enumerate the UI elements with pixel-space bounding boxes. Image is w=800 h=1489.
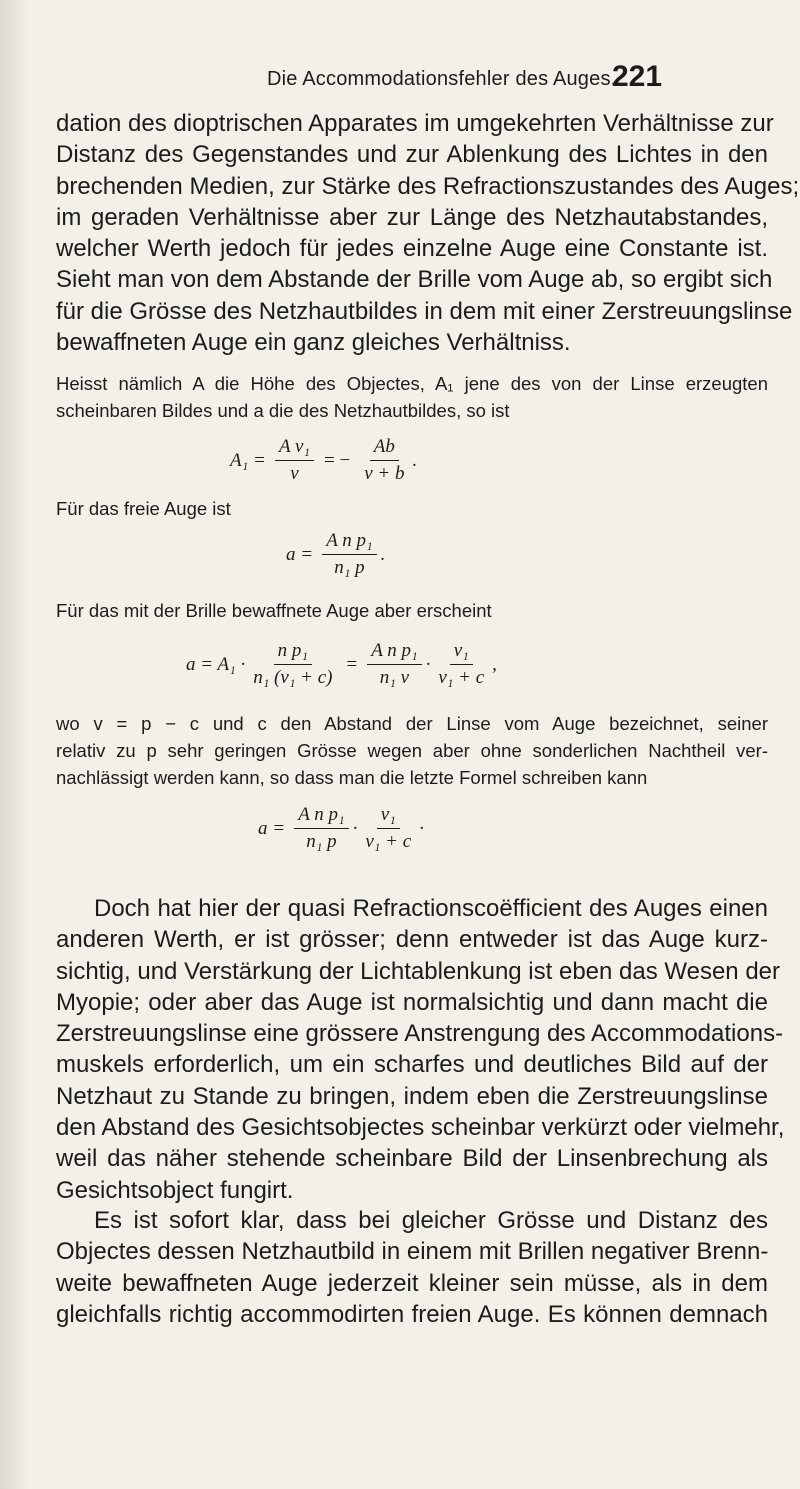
text-line: gleichfalls richtig accommodirten freien Auge. Es können demnach [56,1300,768,1328]
fraction [275,436,314,485]
paragraph-3 [56,1205,768,1330]
text-line: bewaffneten Auge ein ganz gleiches Verhältniss. [56,329,571,357]
page-number: 221 [612,60,663,93]
text-line: scheinbaren Bildes und a die des Netzhautbildes, so ist [56,400,510,421]
equals-sign: = [346,653,358,675]
fraction [434,640,488,689]
fraction [361,804,415,853]
equals-minus-sign: = − [324,449,351,471]
numerator: Ab [370,436,399,461]
text-line: im geraden Verhältnisse aber zur Länge des Netzhautabstandes, [56,203,768,231]
text-line: muskels erforderlich, um ein scharfes und deutliches Bild auf der [56,1051,768,1079]
fraction [294,804,348,853]
paragraph-2 [56,893,785,1206]
fraction [322,530,376,579]
text-line: Gesichtsobject fungirt. [56,1176,294,1204]
text-line: für die Grösse des Netzhautbildes in dem mit einer Zerstreuungslinse [56,297,793,325]
page-edge-shadow [0,0,30,1489]
formula-end: . [380,543,386,565]
dot-operator: · [425,653,431,675]
label-glasses: Für das mit der Brille bewaffnete Auge aber erscheint [56,600,492,621]
text-line: Heisst nämlich A die Höhe des Objectes, A₁ jene des von der Linse erzeugten [56,373,768,394]
text-line: Distanz des Gegenstandes und zur Ablenkung des Lichtes in den [56,141,768,169]
formula-lhs: a [286,543,296,565]
numerator: A n p₁ [294,804,348,829]
numerator: n p₁ [274,640,312,665]
text-line: Objectes dessen Netzhautbild in einem mit Brillen negativer Brenn- [56,1238,769,1266]
formula-lhs: a = A₁ · [186,653,246,675]
text-line: den Abstand des Gesichtsobjectes scheinbar verkürzt oder vielmehr, [56,1114,785,1142]
text-line: Doch hat hier der quasi Refractionscoëfficient des Auges einen [94,895,768,922]
paragraph-1 [56,108,800,358]
dot-operator: · [352,817,358,839]
small-print-1 [56,370,768,424]
denominator: n₁ (v₁ + c) [253,667,333,688]
numerator: v₁ [450,640,473,665]
denominator: v [290,463,299,484]
text-line: Myopie; oder aber das Auge ist normalsichtig und dann macht die [56,988,768,1016]
text-line: Sieht man von dem Abstande der Brille vom Auge ab, so ergibt sich [56,266,773,294]
formula-a-free [286,530,385,579]
denominator: n₁ v [379,667,410,688]
formula-lhs: a [258,817,268,839]
text-line: Es ist sofort klar, dass bei gleicher Grösse und Distanz des [94,1207,768,1234]
denominator: v₁ + c [365,831,412,852]
formula-a-glasses [186,640,497,689]
small-print-2 [56,710,768,791]
formula-end: . [412,449,418,471]
text-line: dation des dioptrischen Apparates im umgekehrten Verhältnisse zur [56,110,774,137]
text-line: wo v = p − c und c den Abstand der Linse vom Auge bezeichnet, seiner [56,713,768,734]
numerator: A n p₁ [367,640,421,665]
text-line: Netzhaut zu Stande zu bringen, indem eben die Zerstreuungslinse [56,1082,768,1110]
equals-sign: = [301,543,313,565]
denominator: v₁ + c [438,667,485,688]
text-line: weite bewaffneten Auge jederzeit kleiner sein müsse, als in dem [56,1269,768,1297]
equals-sign: = [254,449,265,471]
text-line: sichtig, und Verstärkung der Lichtablenkung ist eben das Wesen der [56,957,781,985]
numerator: A v₁ [275,436,314,461]
fraction [360,436,408,485]
formula-end: · [419,817,424,839]
text-line: welcher Werth jedoch für jedes einzelne Auge eine Constante ist. [56,235,768,263]
text-line: anderen Werth, er ist grösser; denn entweder ist das Auge kurz- [56,926,768,954]
label-free-eye: Für das freie Auge ist [56,498,231,519]
text-line: nachlässigt werden kann, so dass man die letzte Formel schreiben kann [56,767,648,788]
formula-a1 [230,436,417,485]
running-head: Die Accommodationsfehler des Auges. [267,68,617,90]
numerator: v₁ [377,804,400,829]
fraction [367,640,421,689]
text-line: Zerstreuungslinse eine grössere Anstrengung des Accommodations- [56,1020,784,1048]
formula-end: , [492,653,497,675]
text-line: weil das näher stehende scheinbare Bild der Linsenbrechung als [56,1145,768,1173]
fraction [249,640,336,689]
equals-sign: = [273,817,285,839]
numerator: A n p₁ [322,530,376,555]
formula-a-simplified [258,804,424,853]
text-line: brechenden Medien, zur Stärke des Refractionszustandes des Auges; [56,172,800,200]
formula-lhs: A₁ [230,449,249,471]
text-line: relativ zu p sehr geringen Grösse wegen aber ohne sonderlichen Nachtheil ver- [56,740,768,761]
denominator: n₁ p [306,831,337,852]
denominator: v + b [364,463,405,484]
denominator: n₁ p [334,557,365,578]
